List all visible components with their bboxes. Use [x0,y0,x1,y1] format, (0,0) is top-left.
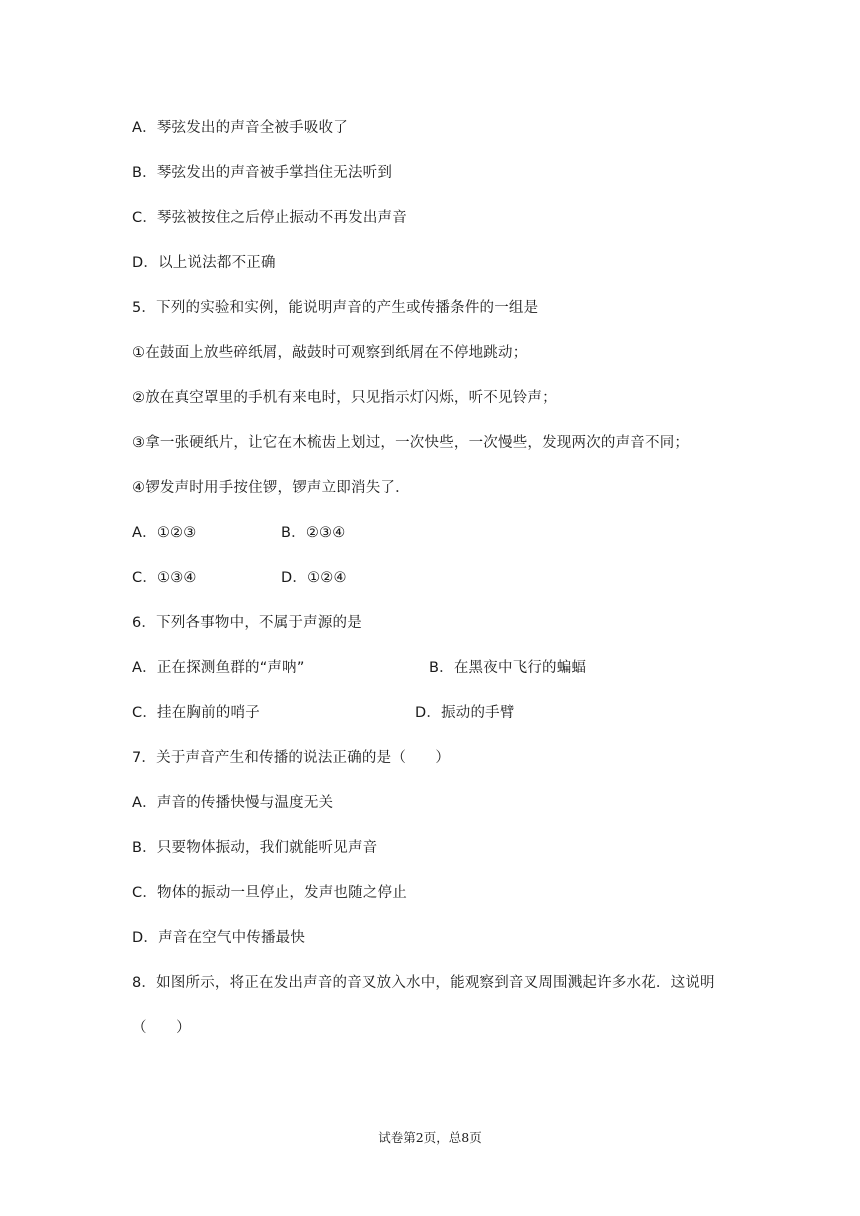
q5-item-3: ③拿一张硬纸片，让它在木梳齿上划过，一次快些，一次慢些，发现两次的声音不同； [132,435,690,451]
q6-option-c: C．挂在胸前的哨子 [132,705,260,721]
q5-stem: 5．下列的实验和实例，能说明声音的产生或传播条件的一组是 [132,300,539,316]
q6-option-d: D．振动的手臂 [415,705,515,721]
page-footer: 试卷第2页，总8页 [378,1130,482,1145]
q5-item-4: ④锣发声时用手按住锣，锣声立即消失了． [132,480,410,496]
q7-option-d: D．声音在空气中传播最快 [132,930,306,946]
q8-answer-paren: （ ） [132,1020,191,1036]
q5-option-a: A．①②③ [132,525,197,541]
q5-option-d: D．①②④ [281,570,347,586]
q4-option-c: C．琴弦被按住之后停止振动不再发出声音 [132,210,407,226]
q4-option-b: B．琴弦发出的声音被手掌挡住无法听到 [132,165,393,181]
q6-stem: 6．下列各事物中，不属于声源的是 [132,615,362,631]
q4-option-d: D．以上说法都不正确 [132,255,276,271]
q7-option-c: C．物体的振动一旦停止，发声也随之停止 [132,885,407,901]
q5-item-1: ①在鼓面上放些碎纸屑，敲鼓时可观察到纸屑在不停地跳动； [132,345,528,361]
q7-option-b: B．只要物体振动，我们就能听见声音 [132,840,378,856]
q8-stem: 8．如图所示，将正在发出声音的音叉放入水中，能观察到音叉周围溅起许多水花．这说明 [132,975,715,991]
q5-item-2: ②放在真空罩里的手机有来电时，只见指示灯闪烁，听不见铃声； [132,390,557,406]
q4-option-a: A．琴弦发出的声音全被手吸收了 [132,120,348,136]
q5-option-c: C．①③④ [132,570,197,586]
q7-option-a: A．声音的传播快慢与温度无关 [132,795,334,811]
q7-stem: 7．关于声音产生和传播的说法正确的是（ ） [132,750,451,766]
q5-option-b: B．②③④ [281,525,346,541]
q6-option-b: B．在黑夜中飞行的蝙蝠 [429,660,587,676]
q6-option-a: A．正在探测鱼群的“声呐” [132,660,305,676]
